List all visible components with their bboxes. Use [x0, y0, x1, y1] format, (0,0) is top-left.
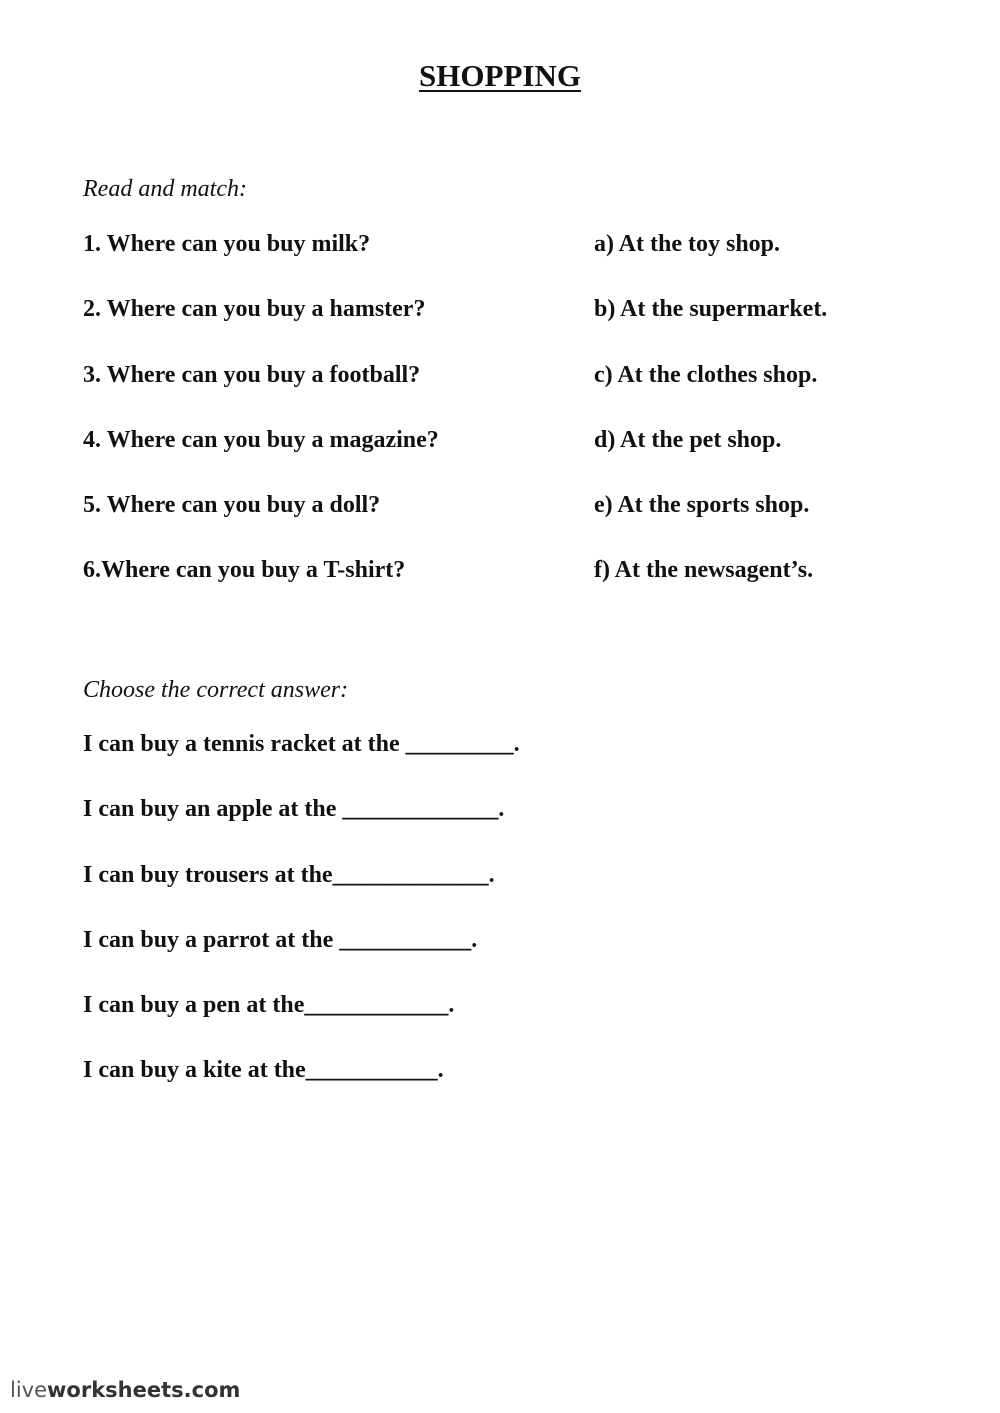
match-question-5: 5. Where can you buy a doll?: [83, 492, 381, 518]
fill-in-sentence-4: I can buy a parrot at the ___________.: [83, 927, 478, 953]
match-answer-b: b) At the supermarket.: [594, 296, 828, 322]
match-question-3: 3. Where can you buy a football?: [83, 362, 421, 388]
match-answer-e: e) At the sports shop.: [594, 492, 810, 518]
match-question-2: 2. Where can you buy a hamster?: [83, 296, 426, 322]
fill-in-sentence-1: I can buy a tennis racket at the _________.: [83, 731, 520, 757]
liveworksheets-watermark: [10, 1378, 240, 1402]
worksheet-title: SHOPPING: [419, 58, 581, 93]
read-and-match-heading: Read and match:: [83, 176, 247, 202]
choose-answer-heading: Choose the correct answer:: [83, 677, 349, 703]
fill-in-sentence-3: I can buy trousers at the_____________.: [83, 862, 495, 888]
match-answer-a: a) At the toy shop.: [594, 231, 781, 257]
watermark-suffix: worksheets.com: [47, 1378, 241, 1402]
match-answer-d: d) At the pet shop.: [594, 427, 782, 453]
match-question-1: 1. Where can you buy milk?: [83, 231, 371, 257]
watermark-prefix: live: [10, 1378, 48, 1402]
fill-in-sentence-2: I can buy an apple at the _____________.: [83, 796, 505, 822]
fill-in-sentence-5: I can buy a pen at the____________.: [83, 992, 455, 1018]
match-answer-c: c) At the clothes shop.: [594, 362, 818, 388]
match-answer-f: f) At the newsagent’s.: [594, 557, 814, 583]
match-question-4: 4. Where can you buy a magazine?: [83, 427, 439, 453]
fill-in-sentence-6: I can buy a kite at the___________.: [83, 1057, 444, 1083]
match-question-6: 6.Where can you buy a T-shirt?: [83, 557, 406, 583]
